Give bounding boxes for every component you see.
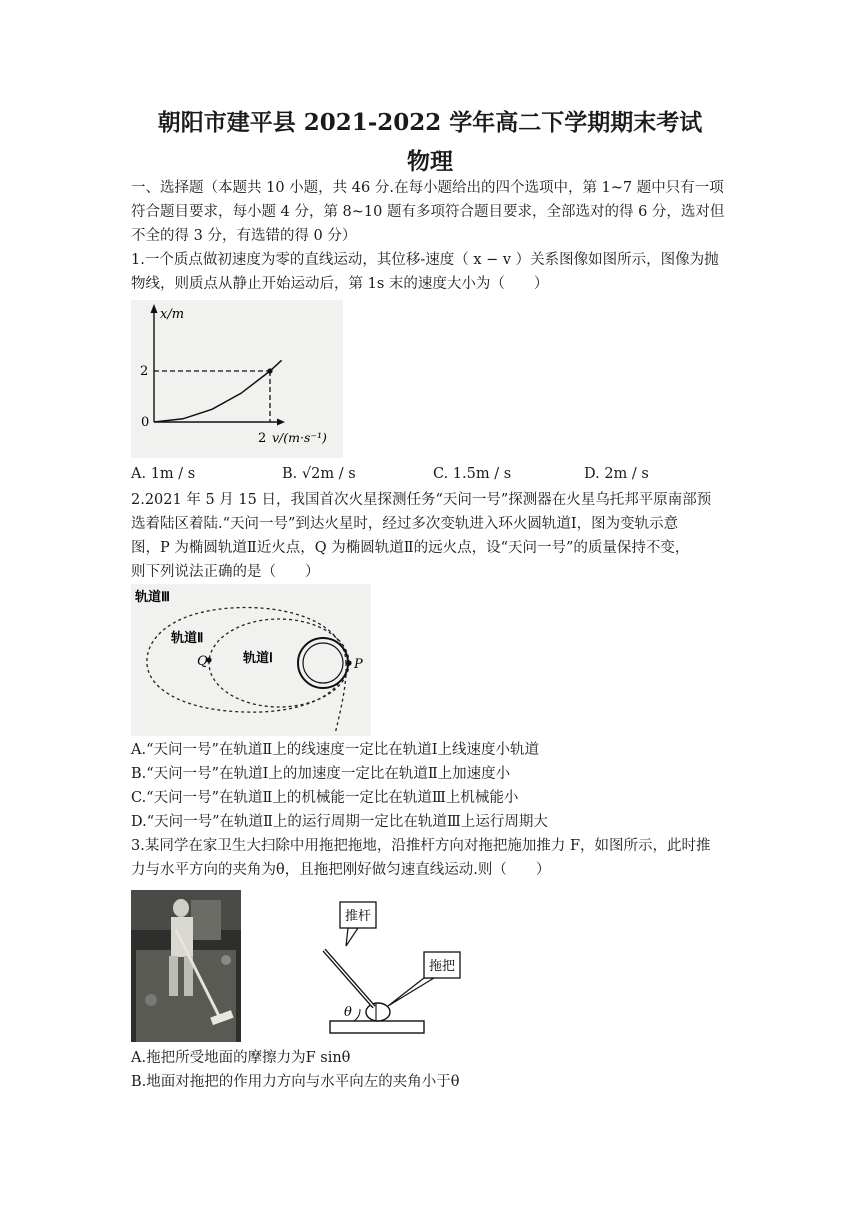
point-q-label: Q [197, 654, 208, 669]
q3-mop-diagram [318, 888, 478, 1040]
section-instruction-line: 一、选择题（本题共 10 小题，共 46 分.在每小题给出的四个选项中，第 1~7 题中只有一项 [131, 180, 724, 196]
y-axis-label: x/m [160, 307, 185, 322]
q2-stem-line: 图，P 为椭圆轨道Ⅱ近火点，Q 为椭圆轨道Ⅱ的远火点，设“天问一号”的质量保持不变， [131, 540, 690, 556]
orbit-ii-label: 轨道Ⅱ [171, 630, 204, 645]
q2-option-b: B.“天问一号”在轨道Ⅰ上的加速度一定比在轨道Ⅱ上加速度小 [131, 766, 511, 782]
q3-option-b: B.地面对拖把的作用力方向与水平向左的夹角小于θ [131, 1074, 460, 1090]
q1-option-b: B. √2m / s [282, 466, 356, 482]
x-tick-label: 2 [258, 431, 267, 446]
q2-orbit-diagram [131, 584, 371, 736]
orbit-ii [209, 619, 349, 707]
point-p [346, 660, 351, 665]
exam-title: 朝阳市建平县 2021-2022 学年高二下学期期末考试 [157, 109, 703, 136]
mop-head [366, 1003, 390, 1021]
q2-stem-line: 则下列说法正确的是（ ） [131, 564, 320, 580]
q1-option-d: D. 2m / s [584, 466, 649, 482]
orbit-iii-label: 轨道Ⅲ [135, 589, 170, 604]
q1-option-c: C. 1.5m / s [433, 466, 512, 482]
angle-label: θ [344, 1005, 352, 1020]
ground-plate [330, 1021, 424, 1033]
marked-point [267, 368, 272, 373]
q3-stem-line: 3.某同学在家卫生大扫除中用拖把拖地，沿推杆方向对拖把施加推力 F，如图所示，此时推 [131, 838, 711, 854]
q2-option-c: C.“天问一号”在轨道Ⅱ上的机械能一定比在轨道Ⅲ上机械能小 [131, 790, 519, 806]
orbit-i [298, 638, 348, 688]
y-tick-label: 2 [140, 364, 149, 379]
mopping-photo [131, 890, 241, 1042]
q1-stem-line: 物线，则质点从静止开始运动后，第 1s 末的速度大小为（ ） [131, 276, 549, 292]
q2-option-a: A.“天问一号”在轨道Ⅱ上的线速度一定比在轨道Ⅰ上线速度小轨道 [131, 742, 539, 758]
section-instruction-line: 不全的得 3 分，有选错的得 0 分） [131, 228, 357, 244]
origin-label: 0 [141, 415, 150, 430]
q2-stem-line: 2.2021 年 5 月 15 日，我国首次火星探测任务“天问一号”探测器在火星乌托邦平原南部预 [131, 492, 712, 508]
parabola-curve [154, 360, 282, 422]
point-p-label: P [354, 657, 363, 672]
q3-option-a: A.拖把所受地面的摩擦力为F sinθ [131, 1050, 351, 1066]
q1-xv-graph [131, 300, 343, 458]
q2-option-d: D.“天问一号”在轨道Ⅱ上的运行周期一定比在轨道Ⅲ上运行周期大 [131, 814, 548, 830]
label-rod: 推杆 [345, 908, 372, 923]
label-mop: 拖把 [429, 958, 456, 973]
x-axis-label: v/(m·s⁻¹) [272, 430, 327, 445]
orbit-i-label: 轨道Ⅰ [243, 650, 273, 665]
q1-stem-line: 1.一个质点做初速度为零的直线运动，其位移-速度（ x − v ）关系图像如图所示，图像为抛 [131, 252, 719, 268]
q1-option-a: A. 1m / s [131, 466, 196, 482]
q2-stem-line: 选着陆区着陆.“天问一号”到达火星时，经过多次变轨进入环火圆轨道Ⅰ，图为变轨示意 [131, 516, 679, 532]
mars-planet [303, 643, 343, 683]
y-axis-arrow-icon [151, 304, 158, 313]
x-axis-arrow-icon [277, 419, 285, 426]
exam-subject: 物理 [407, 148, 453, 175]
angle-arc [354, 1009, 360, 1021]
q3-stem-line: 力与水平方向的夹角为θ，且拖把刚好做匀速直线运动.则（ ） [131, 862, 551, 878]
section-instruction-line: 符合题目要求，每小题 4 分，第 8~10 题有多项符合题目要求，全部选对的得 6 分，选对但 [131, 204, 725, 220]
